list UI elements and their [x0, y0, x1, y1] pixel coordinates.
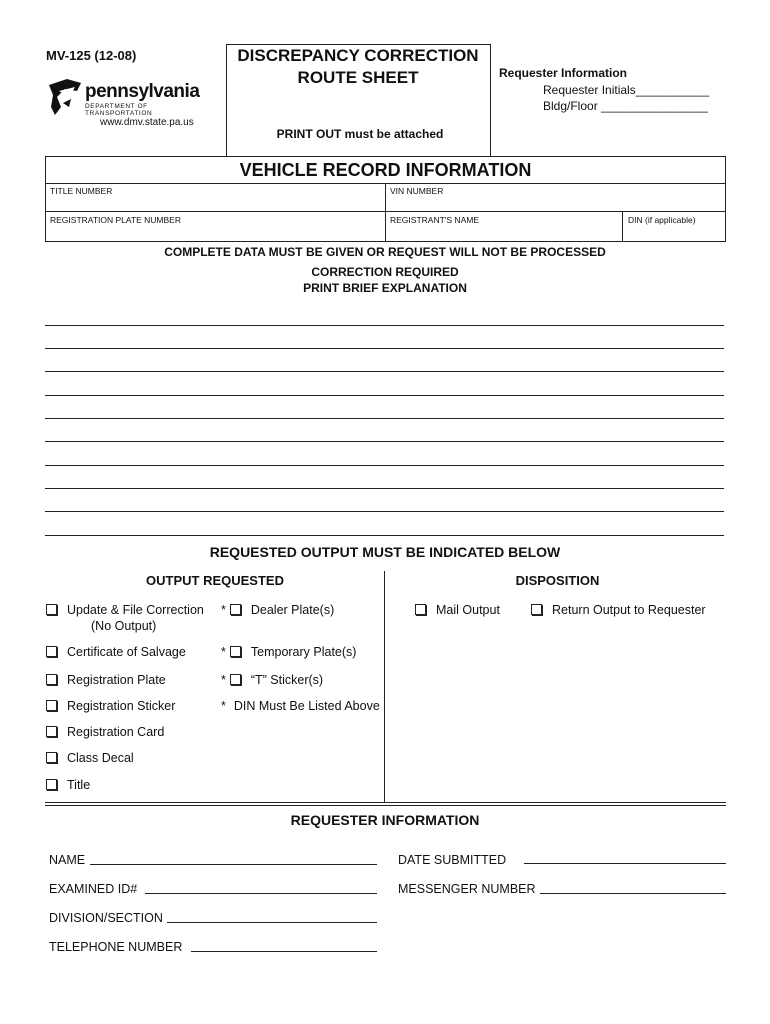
requester-initials-field[interactable]: Requester Initials___________: [543, 83, 710, 97]
checkbox[interactable]: [46, 674, 57, 685]
option-label: Registration Card: [67, 725, 165, 739]
complete-data-notice: COMPLETE DATA MUST BE GIVEN OR REQUEST WILL NOT BE PROCESSED: [164, 245, 606, 259]
header-top-rule: [226, 44, 490, 45]
section-rule: [45, 805, 726, 806]
messenger-number-label: MESSENGER NUMBER: [398, 882, 536, 896]
name-label: NAME: [49, 853, 86, 867]
division-section-input-line[interactable]: [167, 922, 377, 923]
date-submitted-label: DATE SUBMITTED: [398, 853, 507, 867]
checkbox[interactable]: [230, 674, 241, 685]
disposition-mail-output[interactable]: [415, 603, 500, 617]
option-registration-sticker[interactable]: [46, 699, 175, 713]
form-title-line1: DISCREPANCY CORRECTION: [237, 46, 479, 65]
option-class-decal[interactable]: [46, 751, 134, 765]
explanation-line[interactable]: [45, 465, 724, 466]
din-asterisk: *: [221, 699, 226, 713]
registration-plate-number-field[interactable]: REGISTRATION PLATE NUMBER: [50, 215, 181, 225]
section-rule: [45, 802, 726, 803]
option-label: Mail Output: [436, 603, 500, 617]
din-asterisk: *: [221, 673, 226, 687]
option-label: Title: [67, 778, 91, 792]
checkbox[interactable]: [46, 779, 57, 790]
print-note: PRINT OUT must be attached: [276, 127, 444, 141]
option-temporary-plates[interactable]: [221, 645, 356, 659]
din-asterisk: *: [221, 603, 226, 617]
explanation-line[interactable]: [45, 395, 724, 396]
vin-number-field[interactable]: VIN NUMBER: [390, 186, 444, 196]
disposition-return-output[interactable]: [531, 603, 706, 617]
logo-wordmark: pennsylvania: [85, 81, 200, 102]
option-update-file-correction[interactable]: [46, 603, 204, 617]
explanation-line[interactable]: [45, 535, 724, 536]
option-label: Return Output to Requester: [552, 603, 706, 617]
option-dealer-plates[interactable]: [221, 603, 334, 617]
examined-id-label: EXAMINED ID#: [49, 882, 138, 896]
telephone-number-input-line[interactable]: [191, 951, 377, 952]
form-title-line2: ROUTE SHEET: [297, 68, 419, 87]
explanation-line[interactable]: [45, 418, 724, 419]
title-number-field[interactable]: TITLE NUMBER: [50, 186, 113, 196]
checkbox[interactable]: [46, 726, 57, 737]
din-footnote-text: DIN Must Be Listed Above: [233, 699, 380, 713]
correction-required-label: CORRECTION REQUIRED: [311, 265, 459, 279]
date-submitted-input-line[interactable]: [524, 863, 726, 864]
requester-info-heading: Requester Information: [499, 66, 628, 80]
explanation-line[interactable]: [45, 371, 724, 372]
explanation-line[interactable]: [45, 441, 724, 442]
explanation-line[interactable]: [45, 348, 724, 349]
website-link[interactable]: www.dmv.state.pa.us: [100, 117, 194, 128]
vehicle-column-divider: [385, 183, 386, 241]
option-label: Update & File Correction: [67, 603, 204, 617]
name-input-line[interactable]: [90, 864, 377, 865]
option-label: “T” Sticker(s): [250, 673, 324, 687]
division-section-label: DIVISION/SECTION: [49, 911, 163, 925]
keystone-logo-icon: [47, 77, 83, 117]
vehicle-din-divider: [622, 211, 623, 241]
penndot-logo: [47, 77, 217, 119]
explanation-line[interactable]: [45, 511, 724, 512]
registrants-name-field[interactable]: REGISTRANT'S NAME: [390, 215, 479, 225]
din-asterisk: *: [221, 645, 226, 659]
option-label: Registration Plate: [67, 673, 166, 687]
option-title[interactable]: [46, 778, 90, 792]
din-field[interactable]: DIN (if applicable): [628, 215, 696, 225]
telephone-number-label: TELEPHONE NUMBER: [49, 940, 183, 954]
option-label: Class Decal: [67, 751, 134, 765]
bldg-floor-field[interactable]: Bldg/Floor ________________: [543, 99, 708, 113]
checkbox[interactable]: [46, 646, 57, 657]
output-column-divider: [384, 571, 385, 803]
checkbox[interactable]: [46, 700, 57, 711]
requester-information-heading: REQUESTER INFORMATION: [290, 812, 480, 828]
form-id: MV-125 (12-08): [46, 48, 137, 63]
vehicle-record-heading: VEHICLE RECORD INFORMATION: [239, 160, 532, 180]
disposition-heading: DISPOSITION: [515, 573, 600, 588]
messenger-number-input-line[interactable]: [540, 893, 726, 894]
option-label: Registration Sticker: [67, 699, 176, 713]
logo-department: DEPARTMENT OF TRANSPORTATION: [85, 103, 153, 117]
explanation-line[interactable]: [45, 488, 724, 489]
checkbox[interactable]: [230, 646, 241, 657]
option-no-output-note: (No Output): [91, 619, 157, 633]
explanation-line[interactable]: [45, 325, 724, 326]
option-registration-card[interactable]: [46, 725, 164, 739]
option-t-stickers[interactable]: [221, 673, 323, 687]
print-brief-explanation-label: PRINT BRIEF EXPLANATION: [303, 281, 467, 295]
option-label: Temporary Plate(s): [250, 645, 357, 659]
examined-id-input-line[interactable]: [145, 893, 377, 894]
checkbox[interactable]: [46, 752, 57, 763]
requested-output-heading: REQUESTED OUTPUT MUST BE INDICATED BELOW: [209, 544, 561, 560]
checkbox[interactable]: [415, 604, 426, 615]
checkbox[interactable]: [531, 604, 542, 615]
output-requested-heading: OUTPUT REQUESTED: [146, 573, 284, 588]
option-certificate-of-salvage[interactable]: [46, 645, 186, 659]
option-registration-plate[interactable]: [46, 673, 166, 687]
checkbox[interactable]: [230, 604, 241, 615]
din-footnote: [221, 699, 380, 713]
option-label: Dealer Plate(s): [250, 603, 335, 617]
option-label: Certificate of Salvage: [67, 645, 186, 659]
checkbox[interactable]: [46, 604, 57, 615]
